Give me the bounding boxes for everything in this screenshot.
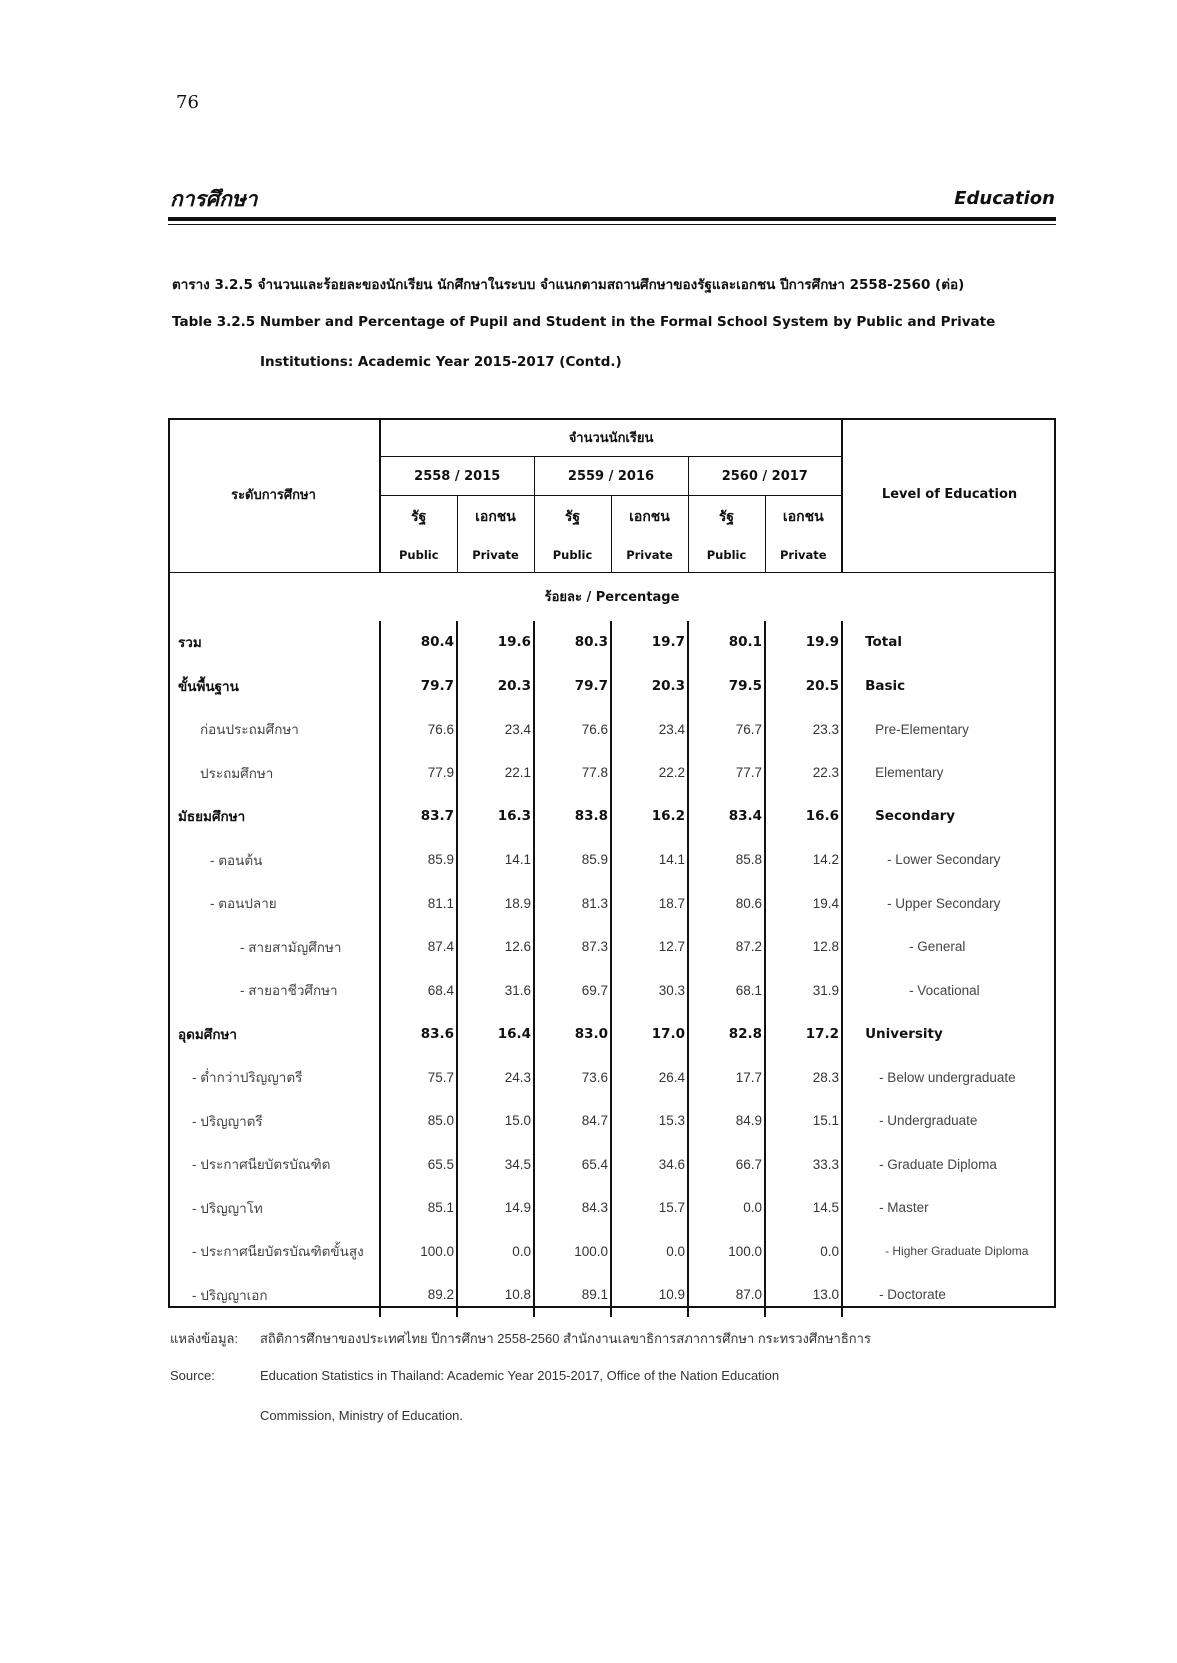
percentage-cell: 83.6 [380,1012,457,1056]
percentage-cell: 14.5 [765,1186,842,1230]
percentage-cell: 14.1 [611,838,688,882]
percentage-cell: 34.5 [457,1143,534,1187]
percentage-cell: 26.4 [611,1056,688,1100]
percentage-label: ร้อยละ / Percentage [168,572,1056,621]
public-header-english: Public [534,538,611,572]
percentage-cell: 22.3 [765,751,842,795]
public-header-english: Public [688,538,765,572]
percentage-cell: 65.5 [380,1143,457,1187]
percentage-cell: 68.1 [688,969,765,1013]
row-label-thai: - สายสามัญศึกษา [168,925,380,969]
row-label-english: - Graduate Diploma [879,1156,997,1172]
header-rule-thick [168,217,1056,221]
percentage-cell: 84.7 [534,1099,611,1143]
row-label-thai: ประถมศึกษา [168,751,380,795]
percentage-cell: 83.0 [534,1012,611,1056]
percentage-cell: 15.3 [611,1099,688,1143]
row-label-thai: - ปริญญาโท [168,1186,380,1230]
percentage-cell: 87.3 [534,925,611,969]
private-header-thai: เอกชน [457,496,534,539]
percentage-cell: 83.7 [380,795,457,839]
section-title-thai: การศึกษา [170,187,258,211]
percentage-cell: 85.9 [534,838,611,882]
percentage-cell: 30.3 [611,969,688,1013]
percentage-cell: 81.1 [380,882,457,926]
row-label-english: Pre-Elementary [875,721,969,737]
percentage-cell: 79.7 [380,664,457,708]
percentage-cell: 80.6 [688,882,765,926]
percentage-cell: 87.4 [380,925,457,969]
percentage-cell: 79.5 [688,664,765,708]
percentage-cell: 23.4 [611,708,688,752]
percentage-cell: 31.6 [457,969,534,1013]
percentage-cell: 80.3 [534,621,611,665]
source-thai [170,1328,871,1349]
percentage-cell: 82.8 [688,1012,765,1056]
row-label-english: - Below undergraduate [879,1069,1016,1085]
public-header-thai: รัฐ [688,496,765,539]
percentage-cell: 14.9 [457,1186,534,1230]
percentage-cell: 14.2 [765,838,842,882]
row-label-thai: - ปริญญาเอก [168,1273,380,1317]
row-label-english: - Lower Secondary [887,852,1001,868]
row-label-thai: ขั้นพื้นฐาน [168,664,380,708]
percentage-cell: 66.7 [688,1143,765,1187]
percentage-cell: 68.4 [380,969,457,1013]
row-label-thai: - สายอาชีวศึกษา [168,969,380,1013]
row-label-english: Total [865,634,902,651]
percentage-cell: 10.8 [457,1273,534,1317]
private-header-english: Private [765,538,842,572]
percentage-cell: 22.2 [611,751,688,795]
percentage-cell: 80.1 [688,621,765,665]
percentage-cell: 69.7 [534,969,611,1013]
percentage-cell: 77.8 [534,751,611,795]
percentage-cell: 34.6 [611,1143,688,1187]
percentage-cell: 76.6 [534,708,611,752]
percentage-cell: 16.2 [611,795,688,839]
percentage-cell: 12.6 [457,925,534,969]
percentage-cell: 81.3 [534,882,611,926]
row-label-english: Basic [865,677,906,694]
percentage-cell: 83.4 [688,795,765,839]
percentage-cell: 85.8 [688,838,765,882]
private-header-thai: เอกชน [765,496,842,539]
percentage-cell: 22.1 [457,751,534,795]
year-header: 2560 / 2017 [688,457,842,496]
percentage-cell: 15.0 [457,1099,534,1143]
row-label-thai: - ปริญญาตรี [168,1099,380,1143]
percentage-cell: 0.0 [688,1186,765,1230]
row-label-thai: มัธยมศึกษา [168,795,380,839]
percentage-cell: 0.0 [457,1230,534,1274]
percentage-cell: 33.3 [765,1143,842,1187]
row-label-thai: - ตอนปลาย [168,882,380,926]
percentage-cell: 77.9 [380,751,457,795]
percentage-cell: 84.3 [534,1186,611,1230]
percentage-cell: 73.6 [534,1056,611,1100]
source-english-label: Source: [170,1368,215,1383]
private-header-english: Private [611,538,688,572]
percentage-cell: 76.6 [380,708,457,752]
percentage-cell: 15.1 [765,1099,842,1143]
percentage-cell: 89.2 [380,1273,457,1317]
percentage-cell: 85.0 [380,1099,457,1143]
row-label-thai: อุดมศึกษา [168,1012,380,1056]
percentage-cell: 17.7 [688,1056,765,1100]
row-label-english: Elementary [875,765,944,781]
public-header-english: Public [380,538,457,572]
public-header-thai: รัฐ [411,509,427,525]
row-label-english: - Upper Secondary [887,895,1001,911]
row-label-thai: รวม [168,621,380,665]
percentage-cell: 0.0 [765,1230,842,1274]
row-label-thai: ก่อนประถมศึกษา [168,708,380,752]
percentage-cell: 17.2 [765,1012,842,1056]
level-header-english: Level of Education [842,418,1056,572]
percentage-cell: 16.3 [457,795,534,839]
row-label-thai: - ตอนต้น [168,838,380,882]
percentage-cell: 20.5 [765,664,842,708]
percentage-cell: 16.4 [457,1012,534,1056]
students-header: จำนวนนักเรียน [380,418,842,457]
percentage-cell: 19.7 [611,621,688,665]
percentage-cell: 10.9 [611,1273,688,1317]
row-label-english: - Undergraduate [879,1113,978,1129]
percentage-cell: 19.9 [765,621,842,665]
percentage-cell: 79.7 [534,664,611,708]
level-header-thai: ระดับการศึกษา [168,418,380,572]
percentage-cell: 20.3 [611,664,688,708]
percentage-cell: 17.0 [611,1012,688,1056]
row-label-english: Secondary [875,808,956,825]
percentage-cell: 18.7 [611,882,688,926]
percentage-cell: 84.9 [688,1099,765,1143]
percentage-cell: 87.0 [688,1273,765,1317]
percentage-cell: 13.0 [765,1273,842,1317]
percentage-cell: 14.1 [457,838,534,882]
percentage-cell: 85.1 [380,1186,457,1230]
public-header-thai: รัฐ [534,496,611,539]
percentage-cell: 20.3 [457,664,534,708]
private-header-english: Private [457,538,534,572]
percentage-cell: 19.4 [765,882,842,926]
section-title-english: Education [954,188,1055,209]
percentage-cell: 31.9 [765,969,842,1013]
percentage-cell: 100.0 [380,1230,457,1274]
table-frame [168,418,1056,1308]
percentage-cell: 77.7 [688,751,765,795]
percentage-cell: 0.0 [611,1230,688,1274]
table-caption-english-line2: Institutions: Academic Year 2015-2017 (Contd.) [260,354,622,370]
row-label-english: - Master [879,1200,929,1216]
page-number: 76 [176,92,199,113]
row-label-thai: - ประกาศนียบัตรบัณฑิต [168,1143,380,1187]
percentage-cell: 100.0 [688,1230,765,1274]
year-header: 2558 / 2015 [380,457,534,496]
percentage-cell: 23.4 [457,708,534,752]
percentage-cell: 28.3 [765,1056,842,1100]
row-label-english: - General [909,939,966,955]
percentage-cell: 87.2 [688,925,765,969]
row-label-english: - Vocational [909,982,980,998]
table-caption-thai: ตาราง 3.2.5 จำนวนและร้อยละของนักเรียน นักศึกษาในระบบ จำแนกตามสถานศึกษาของรัฐและเอกชน ปีการศึกษา 2558-2560 (ต่อ) [172,277,965,293]
percentage-cell: 85.9 [380,838,457,882]
percentage-cell: 16.6 [765,795,842,839]
source-thai-text: สถิติการศึกษาของประเทศไทย ปีการศึกษา 2558-2560 สำนักงานเลขาธิการสภาการศึกษา กระทรวงศึกษาธิการ [260,1331,871,1346]
percentage-cell: 83.8 [534,795,611,839]
percentage-cell: 23.3 [765,708,842,752]
percentage-cell: 80.4 [380,621,457,665]
source-english-continued: Commission, Ministry of Education. [260,1408,464,1423]
private-header-thai: เอกชน [611,496,688,539]
percentage-cell: 75.7 [380,1056,457,1100]
percentage-cell: 100.0 [534,1230,611,1274]
percentage-cell: 76.7 [688,708,765,752]
row-label-thai: - ต่ำกว่าปริญญาตรี [168,1056,380,1100]
percentage-cell: 65.4 [534,1143,611,1187]
percentage-cell: 24.3 [457,1056,534,1100]
year-header: 2559 / 2016 [534,457,688,496]
percentage-cell: 19.6 [457,621,534,665]
percentage-cell: 18.9 [457,882,534,926]
source-thai-label: แหล่งข้อมูล: [170,1331,239,1346]
source-english [170,1368,779,1383]
row-label-thai: - ประกาศนียบัตรบัณฑิตขั้นสูง [168,1230,380,1274]
row-label-english: - Higher Graduate Diploma [885,1244,1029,1259]
header-rule-thin [168,224,1056,225]
row-label-english: - Doctorate [879,1287,946,1303]
percentage-cell: 12.8 [765,925,842,969]
source-english-text: Education Statistics in Thailand: Academic Year 2015-2017, Office of the Nation Education [260,1368,780,1383]
row-label-english: University [865,1025,943,1042]
percentage-cell: 12.7 [611,925,688,969]
percentage-cell: 15.7 [611,1186,688,1230]
percentage-cell: 89.1 [534,1273,611,1317]
table-caption-english-line1: Table 3.2.5 Number and Percentage of Pupil and Student in the Formal School System by Public and Private [172,314,996,330]
